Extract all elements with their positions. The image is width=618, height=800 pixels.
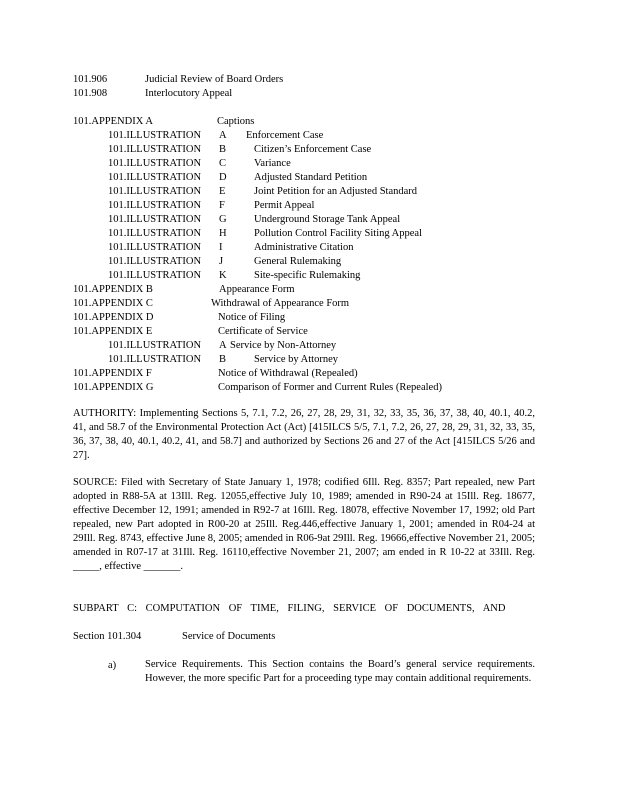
illustration-title: Underground Storage Tank Appeal xyxy=(254,214,401,225)
illustration-letter: H xyxy=(219,228,227,239)
toc-num: 101.908 xyxy=(73,88,108,99)
illustration-title: Permit Appeal xyxy=(254,200,315,211)
illustration-title: Joint Petition for an Adjusted Standard xyxy=(254,186,418,197)
appendix-title: Appearance Form xyxy=(219,284,295,295)
illustration-label: 101.ILLUSTRATION xyxy=(108,270,202,281)
illustration-letter: J xyxy=(219,256,224,267)
subpart-heading: SUBPART C: COMPUTATION OF TIME, FILING, SERVICE OF DOCUMENTS, AND xyxy=(73,603,506,614)
illustration-title: Enforcement Case xyxy=(246,130,324,141)
source-note: SOURCE: Filed with Secretary of State January 1, 1978; codified 6Ill. Reg. 8357; Part repealed, new Part adopted in R88-5A at 13Ill. Reg. 12055,effective July 10, 1989; amended in R90-24 at 15Ill. Reg. 18677, effective December 12, 1991; amended in R92-7 at 16Ill. Reg. 18078, effective November 17, 1992; old Part repealed, new Part adopted in R00-20 at 25Ill. Reg.446,effective January 1, 2001; amended in R04-24 at 29Ill. Reg. 8743, effective June 8, 2005; amended in R06-9at 29Ill. Reg. 19666,effective November 21, 2005; amended in R07-17 at 31Ill. Reg. 16110,effective November 21, 2007; am ended in R 10-22 at 33Ill. Reg. _____, effective _______. xyxy=(73,477,535,572)
illustration-title: Pollution Control Facility Siting Appeal xyxy=(254,228,423,239)
section-number: Section 101.304 xyxy=(73,631,142,642)
subsection-marker: a) xyxy=(108,660,117,671)
illustration-label: 101.ILLUSTRATION xyxy=(108,200,202,211)
illustration-label: 101.ILLUSTRATION xyxy=(108,340,202,351)
appendix-label: 101.APPENDIX F xyxy=(73,368,152,379)
illustration-letter: E xyxy=(219,186,226,197)
illustration-title: Site-specific Rulemaking xyxy=(254,270,361,281)
illustration-label: 101.ILLUSTRATION xyxy=(108,228,202,239)
appendix-label: 101.APPENDIX B xyxy=(73,284,153,295)
appendix-title: Withdrawal of Appearance Form xyxy=(211,298,350,309)
appendix-title: Captions xyxy=(217,116,255,127)
appendix-title: Notice of Withdrawal (Repealed) xyxy=(218,368,358,379)
illustration-title: Adjusted Standard Petition xyxy=(254,172,368,183)
illustration-label: 101.ILLUSTRATION xyxy=(108,214,202,225)
illustration-letter: B xyxy=(219,144,227,155)
illustration-label: 101.ILLUSTRATION xyxy=(108,158,202,169)
appendix-title: Comparison of Former and Current Rules (Repealed) xyxy=(218,382,442,393)
authority-note: AUTHORITY: Implementing Sections 5, 7.1, 7.2, 26, 27, 28, 29, 31, 32, 33, 35, 36, 37, 38, 40, 40.1, 40.2, 41, and 58.7 of the Environmental Protection Act (Act) [415ILCS 5/5, 7.1, 7.2, 26, 27, 28, 29, 31, 32, 33, 35, 36, 37, 38, 40, 40.1, 40.2, 41, and 58.7] and authorized by Sections 26 and 27 of the Act [415ILCS 5/26 and 27]. xyxy=(73,408,535,461)
illustration-label: 101.ILLUSTRATION xyxy=(108,186,202,197)
illustration-letter: G xyxy=(219,214,227,225)
illustration-title: Citizen’s Enforcement Case xyxy=(254,144,372,155)
toc-title: Interlocutory Appeal xyxy=(145,88,233,99)
appendix-label: 101.APPENDIX D xyxy=(73,312,154,323)
illustration-letter: A xyxy=(219,340,227,351)
illustration-title: Administrative Citation xyxy=(254,242,354,253)
illustration-title: Service by Attorney xyxy=(254,354,338,365)
illustration-label: 101.ILLUSTRATION xyxy=(108,242,202,253)
illustration-title: Service by Non-Attorney xyxy=(230,340,337,351)
illustration-title: Variance xyxy=(254,158,291,169)
section-title: Service of Documents xyxy=(182,631,276,642)
illustration-letter: D xyxy=(219,172,227,183)
appendix-label: 101.APPENDIX G xyxy=(73,382,154,393)
appendix-title: Certificate of Service xyxy=(218,326,308,337)
illustration-label: 101.ILLUSTRATION xyxy=(108,256,202,267)
illustration-label: 101.ILLUSTRATION xyxy=(108,144,202,155)
illustration-label: 101.ILLUSTRATION xyxy=(108,354,202,365)
illustration-letter: F xyxy=(219,200,225,211)
illustration-title: General Rulemaking xyxy=(254,256,342,267)
appendix-label: 101.APPENDIX C xyxy=(73,298,153,309)
appendix-label: 101.APPENDIX A xyxy=(73,116,153,127)
illustration-letter: C xyxy=(219,158,227,169)
appendix-title: Notice of Filing xyxy=(218,312,286,323)
illustration-letter: A xyxy=(219,130,227,141)
toc-title: Judicial Review of Board Orders xyxy=(145,74,284,85)
subsection-text: Service Requirements. This Section contains the Board’s general service requirements. However, the more specific Part for a proceeding type may contain additional requirements. xyxy=(145,659,535,684)
appendix-label: 101.APPENDIX E xyxy=(73,326,153,337)
illustration-label: 101.ILLUSTRATION xyxy=(108,172,202,183)
illustration-letter: I xyxy=(219,242,223,253)
toc-num: 101.906 xyxy=(73,74,108,85)
illustration-letter: K xyxy=(219,270,227,281)
illustration-letter: B xyxy=(219,354,227,365)
illustration-label: 101.ILLUSTRATION xyxy=(108,130,202,141)
